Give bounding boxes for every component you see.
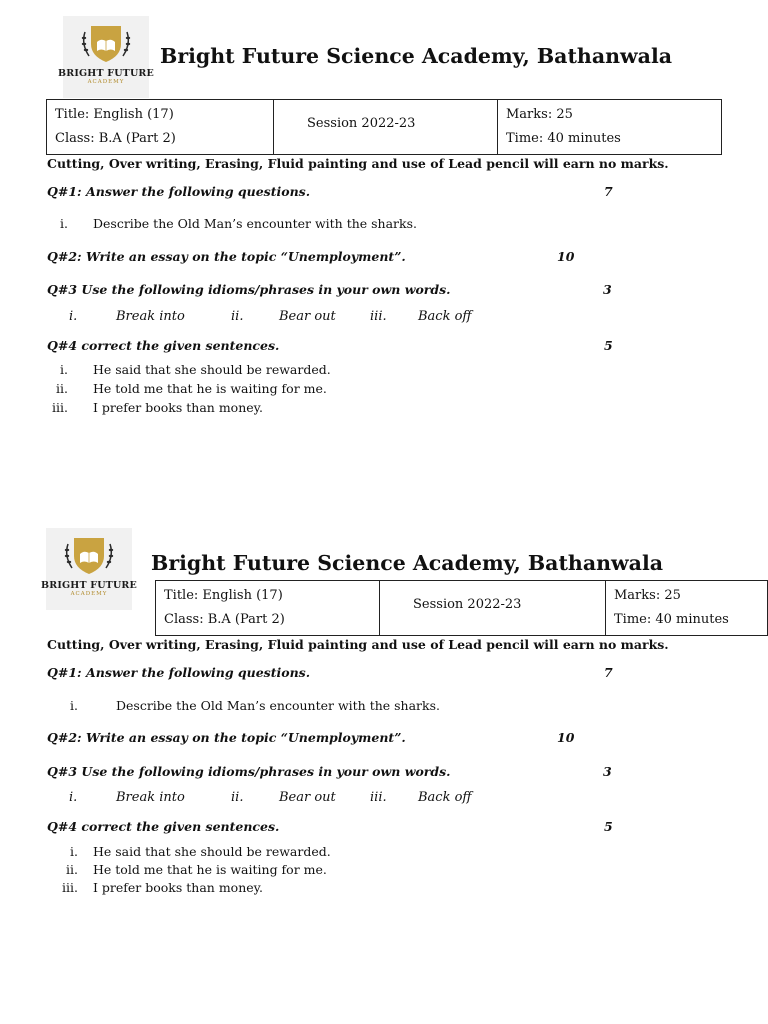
idiom-text: Break into [116,309,185,324]
logo-name: BRIGHT FUTURE [58,68,154,79]
idiom-number: iii. [370,309,387,324]
info-cell-session [379,581,605,635]
question-1: Q#1: Answer the following questions. [47,184,311,199]
warning-text: Cutting, Over writing, Erasing, Fluid painting and use of Lead pencil will earn no marks. [47,637,669,652]
idiom-number: ii. [231,309,244,324]
academy-logo [58,16,154,98]
question-1-marks: 7 [604,184,613,199]
question-2: Q#2: Write an essay on the topic “Unemployment”. [47,730,406,745]
laurel-book-emblem-icon [58,534,120,578]
laurel-book-emblem-icon [75,22,137,66]
exam-title: Title: English (17) [55,107,174,122]
logo-name: BRIGHT FUTURE [41,580,137,591]
exam-class: Class: B.A (Part 2) [164,612,285,627]
exam-info-table [46,99,722,155]
question-4: Q#4 correct the given sentences. [47,338,280,353]
exam-time: Time: 40 minutes [506,131,621,146]
info-cell-marks-time [605,581,767,635]
idiom-text: Back off [418,790,472,805]
idiom-text: Bear out [279,790,336,805]
exam-info-table [155,580,768,636]
info-cell-title-class [47,100,273,154]
list-item-text: Describe the Old Man’s encounter with the sharks. [116,698,440,713]
info-cell-marks-time [497,100,721,154]
question-1: Q#1: Answer the following questions. [47,665,311,680]
list-item-text: Describe the Old Man’s encounter with the sharks. [93,216,417,231]
exam-class: Class: B.A (Part 2) [55,131,176,146]
question-2-marks: 10 [557,249,575,264]
idiom-number: ii. [231,790,244,805]
question-1-marks: 7 [604,665,613,680]
info-cell-title-class [156,581,379,635]
academy-logo [41,528,137,610]
list-item-text: I prefer books than money. [93,880,264,895]
list-item-text: I prefer books than money. [93,400,264,415]
logo-subtitle: ACADEMY [87,79,125,85]
list-item-number: i. [60,216,68,231]
list-item-text: He said that she should be rewarded. [93,844,331,859]
exam-session: Session 2022-23 [307,116,416,131]
question-4: Q#4 correct the given sentences. [47,819,280,834]
question-4-marks: 5 [604,819,613,834]
academy-heading: Bright Future Science Academy, Bathanwala [160,44,673,68]
idiom-text: Bear out [279,309,336,324]
question-3: Q#3 Use the following idioms/phrases in your own words. [47,764,451,779]
list-item-number: ii. [66,862,78,877]
exam-time: Time: 40 minutes [614,612,729,627]
warning-text: Cutting, Over writing, Erasing, Fluid painting and use of Lead pencil will earn no marks. [47,156,669,171]
list-item-text: He told me that he is waiting for me. [93,862,327,877]
academy-heading: Bright Future Science Academy, Bathanwala [151,551,664,575]
list-item-number: i. [70,844,78,859]
list-item-text: He said that she should be rewarded. [93,362,331,377]
exam-marks: Marks: 25 [614,588,681,603]
logo-subtitle: ACADEMY [70,591,108,597]
list-item-text: He told me that he is waiting for me. [93,381,327,396]
list-item-number: iii. [62,880,78,895]
list-item-number: i. [60,362,68,377]
idiom-number: i. [69,309,78,324]
info-cell-session [273,100,497,154]
list-item-number: ii. [56,381,68,396]
idiom-number: iii. [370,790,387,805]
question-3-marks: 3 [603,282,612,297]
exam-title: Title: English (17) [164,588,283,603]
list-item-number: iii. [52,400,68,415]
exam-session: Session 2022-23 [413,597,522,612]
list-item-number: i. [70,698,78,713]
question-2-marks: 10 [557,730,575,745]
exam-marks: Marks: 25 [506,107,573,122]
question-3: Q#3 Use the following idioms/phrases in your own words. [47,282,451,297]
question-4-marks: 5 [604,338,613,353]
idiom-number: i. [69,790,78,805]
idiom-text: Back off [418,309,472,324]
question-2: Q#2: Write an essay on the topic “Unemployment”. [47,249,406,264]
idiom-text: Break into [116,790,185,805]
question-3-marks: 3 [603,764,612,779]
